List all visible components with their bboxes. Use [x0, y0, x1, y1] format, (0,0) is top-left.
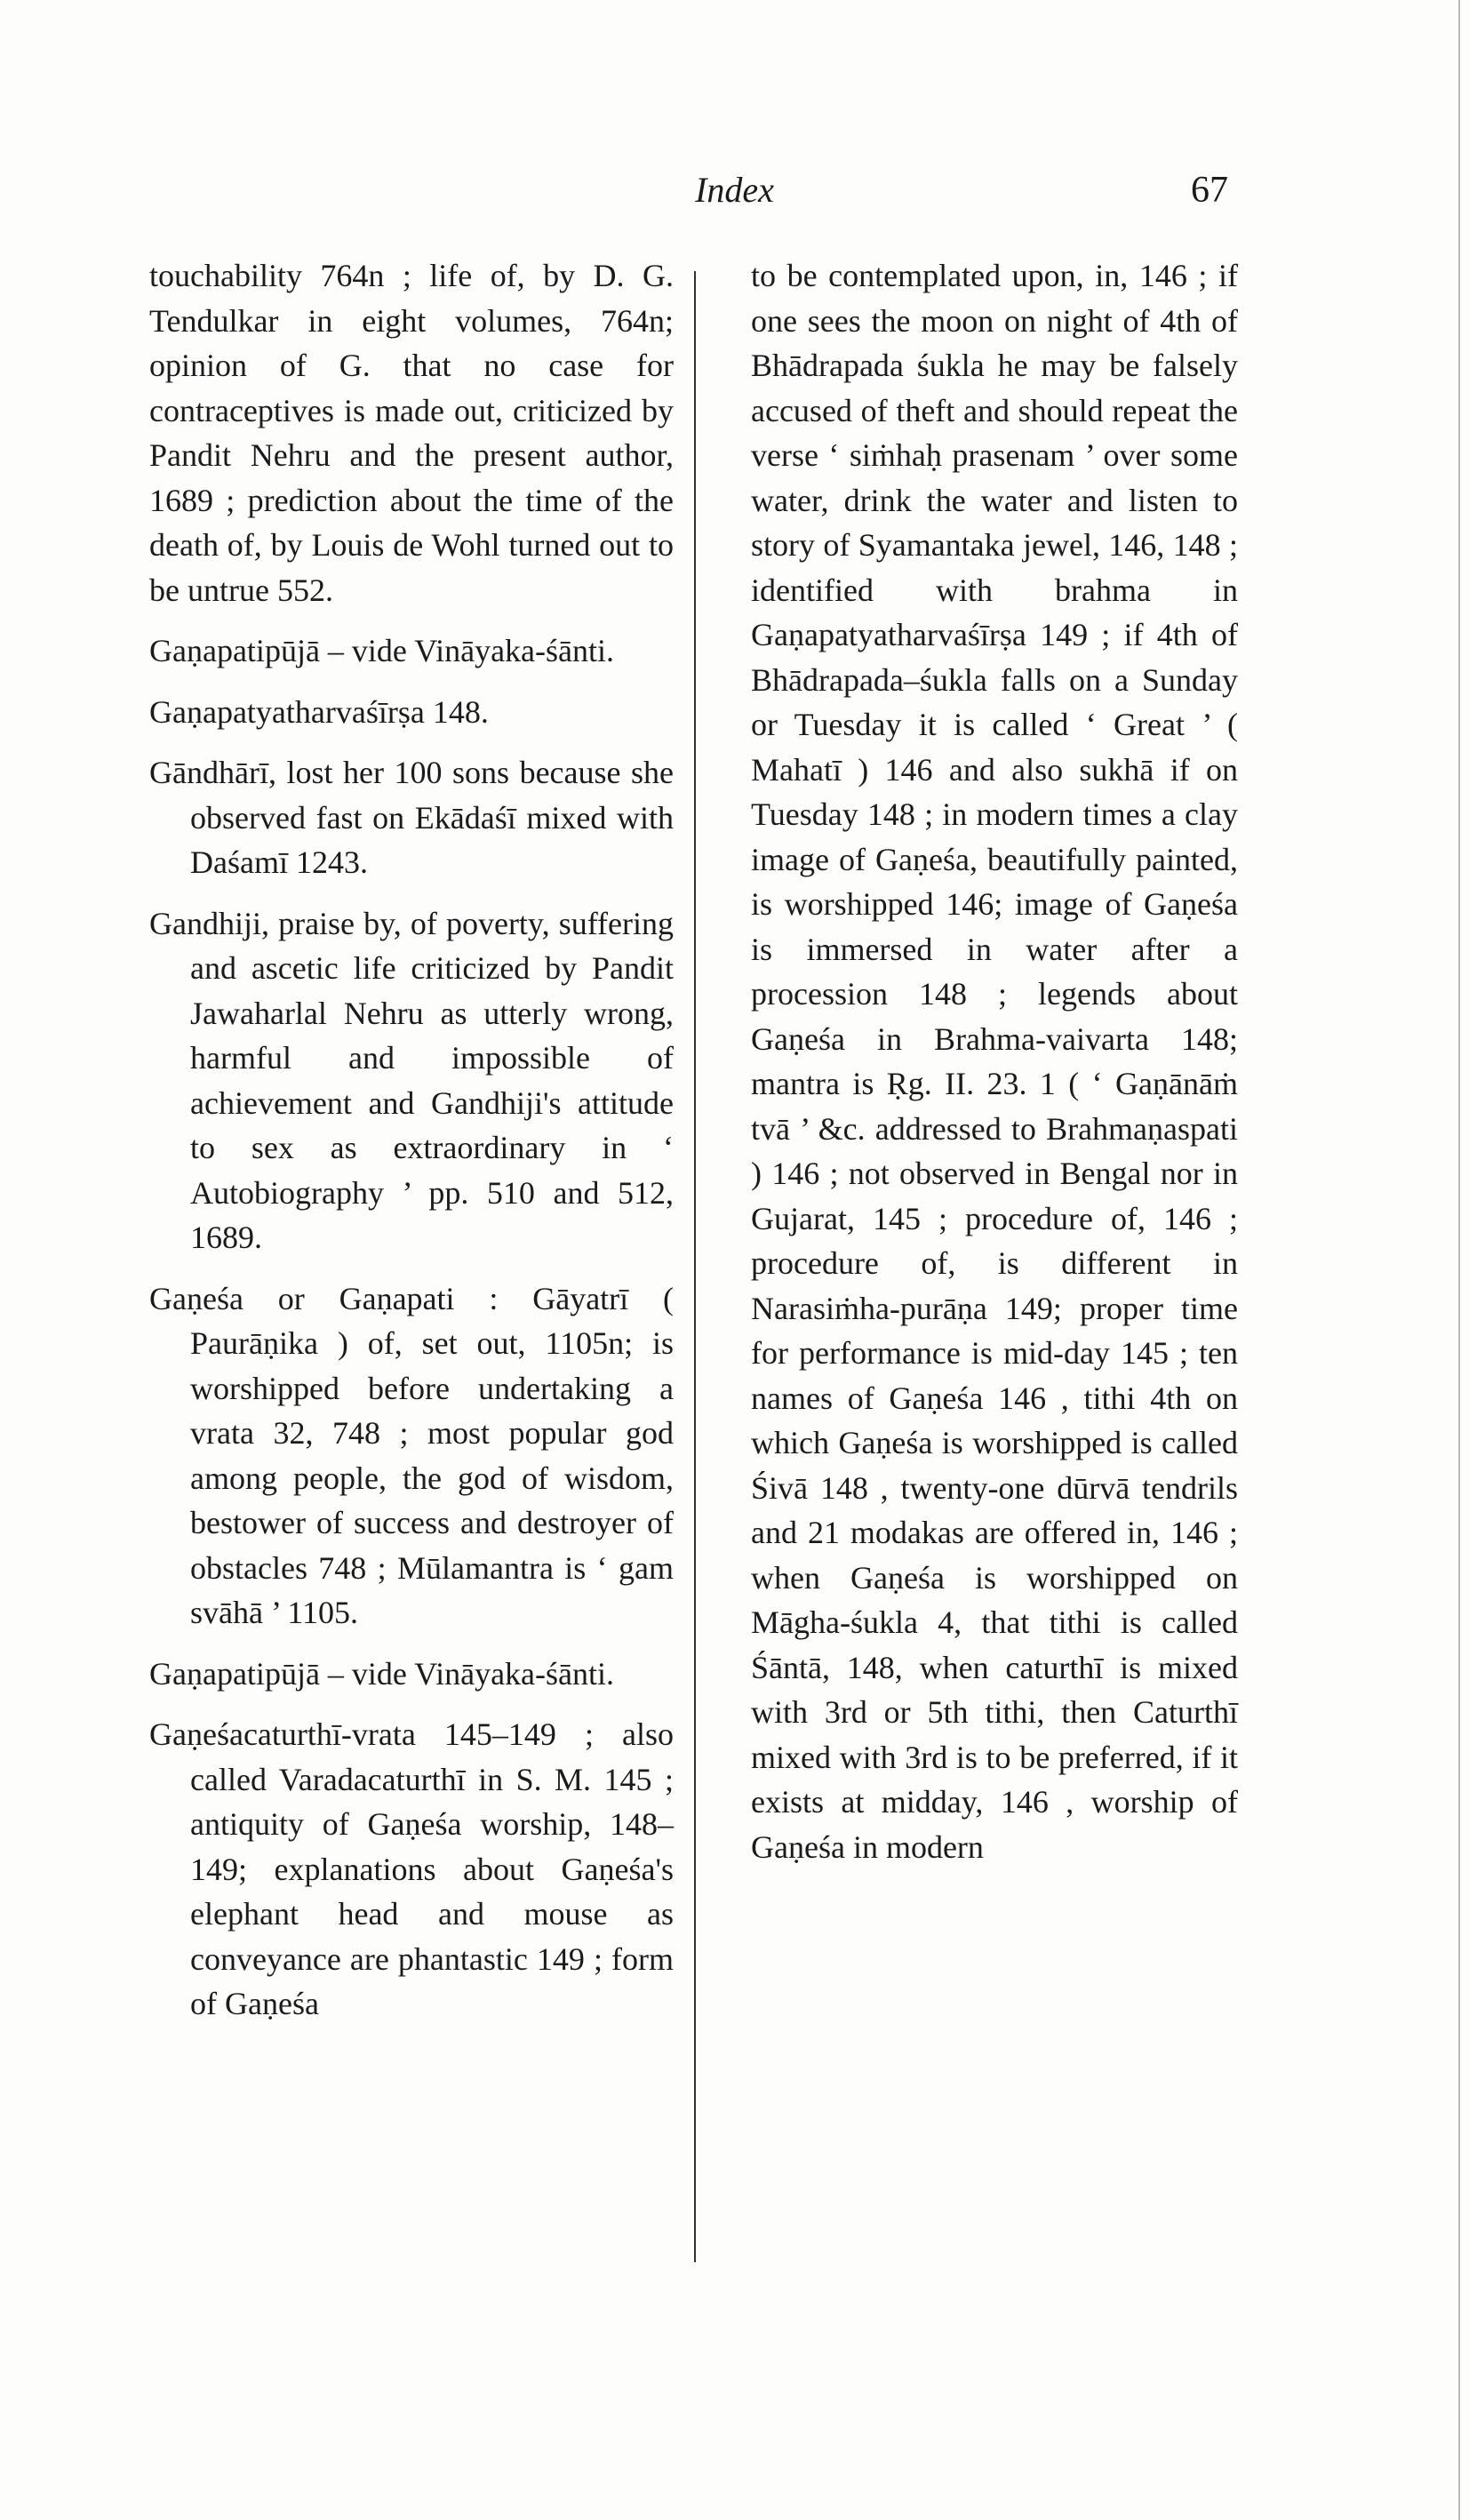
index-entry: Gandhiji, praise by, of poverty, suffering and ascetic life criticized by Pandit Jawaharlal Nehru as utterly wrong, harmful and impossible of achievement and Gandhiji's attitude to sex as extraordinary in ‘ Autobiography ’ pp. 510 and 512, 1689. — [149, 905, 674, 1255]
index-entry: Gaṇeśacaturthī-vrata 145–149 ; also called Varadacaturthī in S. M. 145 ; antiquity of Gaṇeśa worship, 148–149; explanations about Gaṇeśa's elephant head and mouse as conveyance are phantastic 149 ; form of Gaṇeśa — [149, 1716, 674, 2021]
index-column-right — [751, 253, 1238, 1869]
column-divider — [694, 271, 696, 2262]
index-entry: Gaṇeśa or Gaṇapati : Gāyatrī ( Paurāṇika ) of, set out, 1105n; is worshipped before undertaking a vrata 32, 748 ; most popular god among people, the god of wisdom, bestower of success and destroyer of obstacles 748 ; Mūlamantra is ‘ gam svāhā ’ 1105. — [149, 1280, 674, 1630]
index-entry: Gāndhārī, lost her 100 sons because she observed fast on Ekādaśī mixed with Daśamī 1243. — [149, 755, 674, 880]
index-entry: Gaṇapatipūjā – vide Vināyaka-śānti. — [149, 633, 615, 668]
index-entry-continued: to be contemplated upon, in, 146 ; if one sees the moon on night of 4th of Bhādrapada śukla he may be falsely accused of theft and should repeat the verse ‘ siṁhaḥ prasenam ’ over some water, drink the water and listen to story of Syamantaka jewel, 146, 148 ; identified with brahma in Gaṇapatyatharvaśīrṣa 149 ; if 4th of Bhādrapada–śukla falls on a Sunday or Tuesday it is called ‘ Great ’ ( Mahatī ) 146 and also sukhā if on Tuesday 148 ; in modern times a clay image of Gaṇeśa, beautifully painted, is worshipped 146; image of Gaṇeśa is immersed in water after a procession 148 ; legends about Gaṇeśa in Brahma-vaivarta 148; mantra is Ṛg. II. 23. 1 ( ‘ Gaṇānāṁ tvā ’ &c. addressed to Brahmaṇaspati ) 146 ; not observed in Bengal nor in Gujarat, 145 ; procedure of, 146 ; procedure of, is different in Narasiṁha-purāṇa 149; proper time for performance is mid-day 145 ; ten names of Gaṇeśa 146 , tithi 4th on which Gaṇeśa is worshipped is called Śivā 148 , twenty-one dūrvā tendrils and 21 modakas are offered in, 146 ; when Gaṇeśa is worshipped on Māgha-śukla 4, that tithi is called Śāntā, 148, when caturthī is mixed with 3rd or 5th tithi, then Caturthī mixed with 3rd is to be preferred, if it exists at midday, 146 , worship of Gaṇeśa in modern — [751, 258, 1238, 1865]
page-number: 67 — [1191, 170, 1228, 211]
index-column-left — [149, 253, 674, 2043]
page-edge-line — [1458, 0, 1460, 2520]
page-title: Index — [695, 170, 774, 210]
index-entry: Gaṇapatyatharvaśīrṣa 148. — [149, 693, 489, 730]
index-entry: touchability 764n ; life of, by D. G. Tendulkar in eight volumes, 764n; opinion of G. that no case for contraceptives is made out, criticized by Pandit Nehru and the present author, 1689 ; prediction about the time of the death of, by Louis de Wohl turned out to be untrue 552. — [149, 258, 674, 608]
index-entry: Gaṇapatipūjā – vide Vināyaka-śānti. — [149, 1655, 615, 1692]
